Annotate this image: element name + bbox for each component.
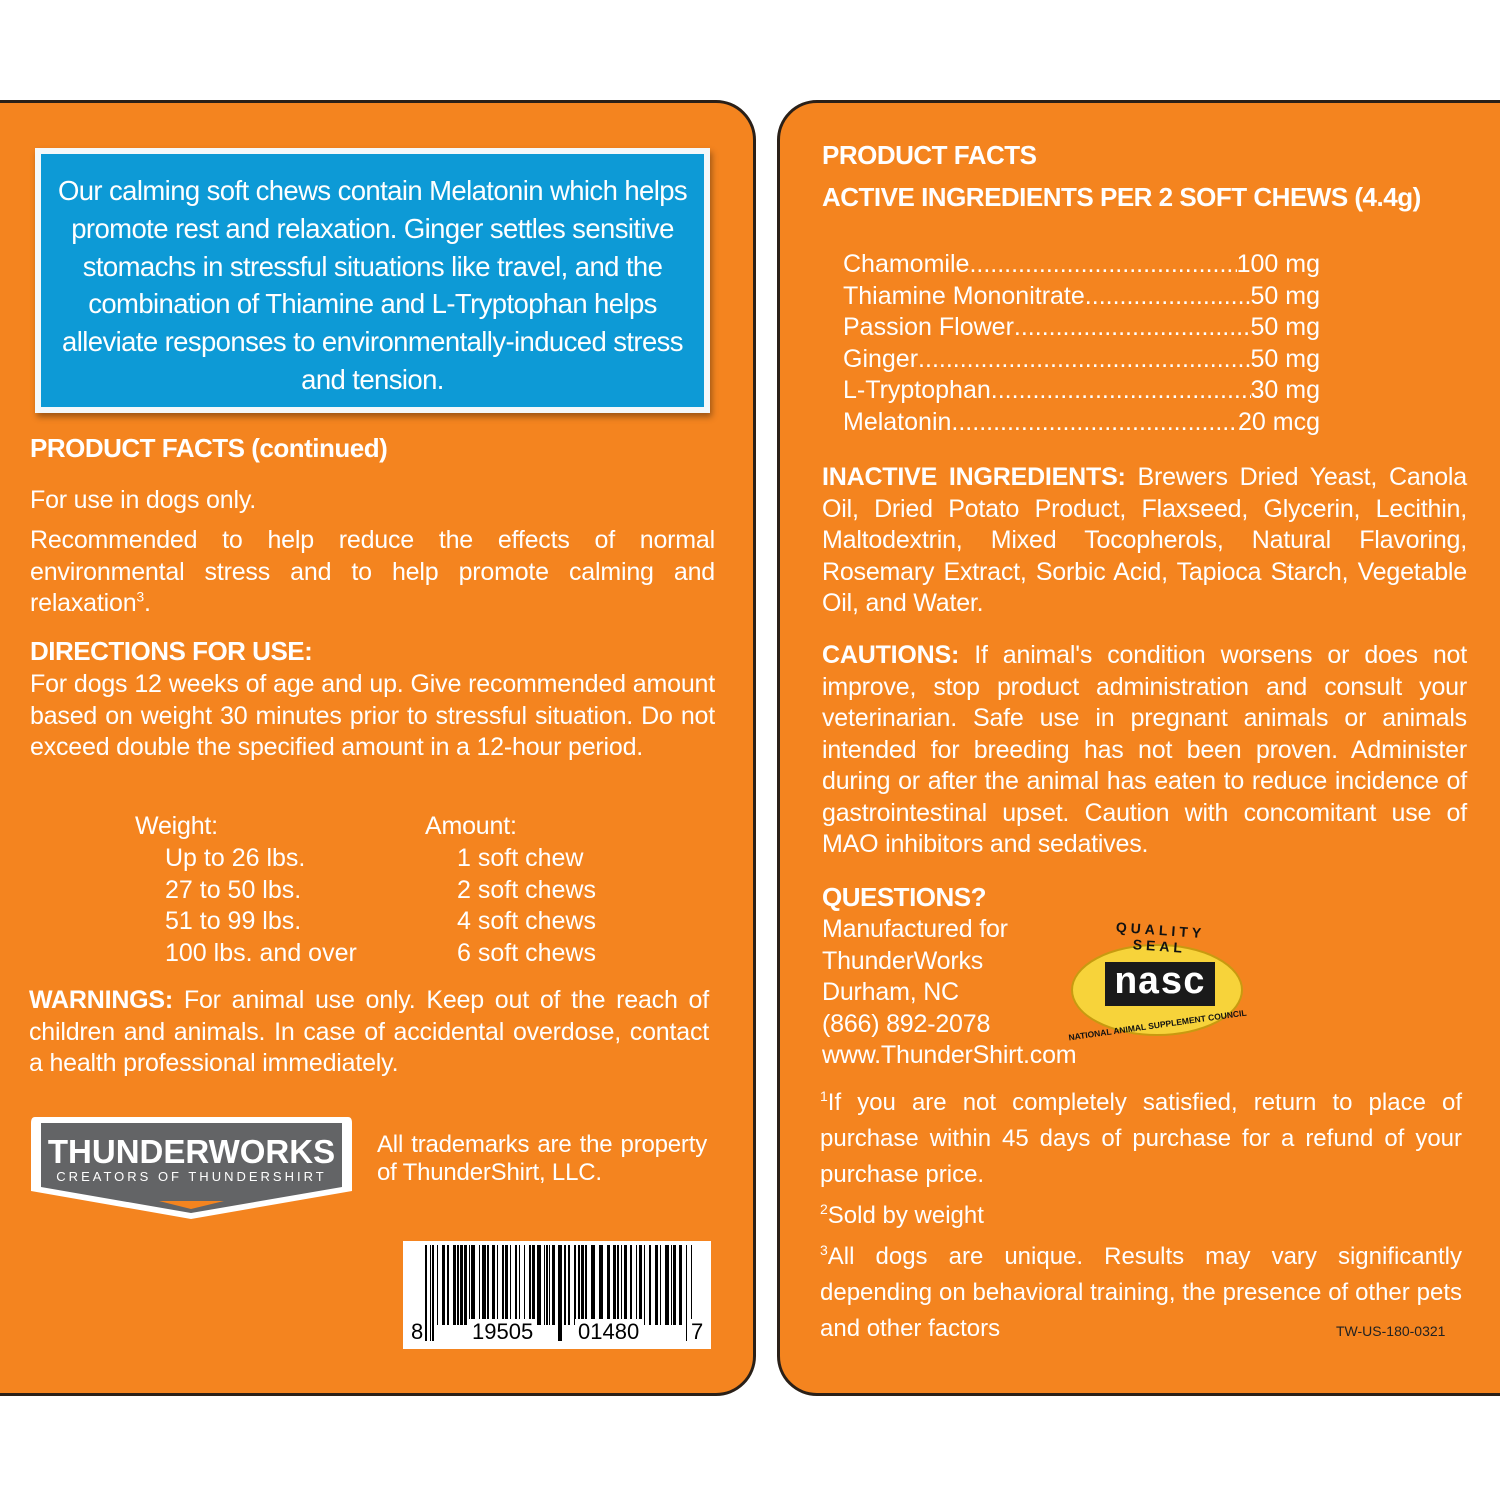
barcode-bar: [564, 1245, 566, 1325]
barcode-bar: [479, 1245, 480, 1325]
website-link[interactable]: www.ThunderShirt.com: [822, 1041, 1077, 1069]
active-ingredients-list: [843, 249, 1320, 438]
barcode-bar: [524, 1245, 525, 1325]
barcode-bar: [613, 1245, 616, 1325]
inactive-body: Brewers Dried Yeast, Canola Oil, Dried Potato Product, Flaxseed, Glycerin, Lecithin, Maltodextrin, Mixed Tocopherols, Natural Flavoring, Rosemary Extract, Sorbic Acid, Tapioca Starch, Vegetable Oil, and Water.: [822, 463, 1467, 617]
inactive-ingredients-text: [822, 462, 1467, 620]
barcode-bar: [460, 1245, 463, 1325]
footnote-ref: 3: [136, 588, 144, 605]
footnote: [820, 1085, 1462, 1193]
barcode-bar: [492, 1245, 495, 1325]
barcode: [403, 1241, 711, 1349]
barcode-bar: [469, 1245, 470, 1325]
dosing-row: [165, 906, 596, 938]
seal-top-text: QUALITY SEAL: [1115, 918, 1206, 956]
ingredient-row: [843, 344, 1320, 376]
contact-line: (866) 892-2078: [822, 1009, 991, 1038]
right-label-panel: [777, 100, 1500, 1396]
barcode-bar: [568, 1245, 570, 1325]
barcode-bar: [471, 1245, 475, 1325]
amount-cell: 2 soft chews: [457, 875, 596, 904]
ingredient-amount: 50 mg: [1250, 281, 1320, 310]
barcode-digit: 7: [691, 1319, 704, 1344]
contact-line: Durham, NC: [822, 978, 959, 1006]
dosing-row: [165, 875, 596, 907]
barcode-bar: [430, 1245, 431, 1341]
warnings-text: [29, 985, 709, 1080]
barcode-digit: 8: [411, 1319, 424, 1344]
barcode-bar: [537, 1245, 541, 1325]
barcode-digits: 19505: [469, 1319, 536, 1345]
barcode-bar: [487, 1245, 489, 1325]
barcode-bar: [621, 1245, 622, 1325]
cautions-label: CAUTIONS:: [822, 641, 960, 669]
barcode-bar: [636, 1245, 637, 1325]
barcode-bar: [464, 1245, 467, 1325]
warnings-label: WARNINGS:: [29, 986, 174, 1014]
barcode-bar: [624, 1245, 627, 1325]
weight-cell: 27 to 50 lbs.: [165, 875, 302, 904]
barcode-digits: 01480: [575, 1319, 642, 1345]
barcode-bar: [453, 1245, 456, 1325]
contact-line: Manufactured for: [822, 915, 1008, 943]
footnotes: [820, 1085, 1462, 1347]
amount-heading: Amount:: [425, 812, 517, 840]
barcode-bar: [544, 1245, 545, 1325]
footnote: [820, 1198, 1462, 1234]
barcode-bar: [549, 1245, 550, 1325]
barcode-bars-icon: [403, 1241, 711, 1349]
footnote-text: Sold by weight: [827, 1202, 984, 1229]
ingredient-amount: 20 mcg: [1238, 407, 1320, 436]
contact-line: ThunderWorks: [822, 946, 984, 975]
weight-cell: Up to 26 lbs.: [165, 844, 306, 872]
barcode-bar: [581, 1245, 584, 1325]
ingredient-amount: 30 mg: [1250, 376, 1320, 404]
seal-bottom-text: NATIONAL ANIMAL SUPPLEMENT COUNCIL: [1067, 1007, 1248, 1043]
ingredient-name: Melatonin: [843, 407, 952, 436]
barcode-bar: [437, 1245, 438, 1325]
cautions-text: [822, 640, 1467, 861]
barcode-bar: [591, 1245, 595, 1325]
directions-heading: DIRECTIONS FOR USE:: [30, 636, 313, 666]
inactive-label: INACTIVE INGREDIENTS:: [822, 463, 1126, 491]
ingredient-row: [843, 249, 1320, 281]
footnote-num: 3: [820, 1242, 828, 1258]
barcode-bar: [558, 1245, 562, 1341]
barcode-bar: [655, 1245, 658, 1325]
ingredient-row: [843, 375, 1320, 407]
barcode-bar: [578, 1245, 580, 1325]
logo-subtitle: CREATORS OF THUNDERSHIRT: [56, 1169, 327, 1184]
barcode-bar: [671, 1245, 672, 1325]
weight-heading: Weight:: [135, 812, 218, 840]
directions-text: For dogs 12 weeks of age and up. Give recommended amount based on weight 30 minutes prior to stressful situation. Do not exceed double the specified amount in a 12-hour period.: [30, 670, 715, 761]
barcode-bar: [505, 1245, 508, 1325]
barcode-bar: [552, 1245, 555, 1325]
logo-title: THUNDERWORKS: [47, 1133, 336, 1170]
ingredient-amount: 100 mg: [1236, 250, 1320, 278]
warnings-body: For animal use only. Keep out of the reach of children and animals. In case of accidental overdose, contact a health professional immediately.: [29, 986, 709, 1077]
barcode-bar: [679, 1245, 682, 1325]
ingredient-name: L-Tryptophan: [843, 376, 991, 404]
barcode-bar: [673, 1245, 676, 1325]
barcode-bar: [532, 1245, 535, 1325]
ingredient-name: Passion Flower: [843, 313, 1014, 341]
barcode-bar: [515, 1245, 517, 1325]
intro-box: Our calming soft chews contain Melatonin which helps promote rest and relaxation. Ginger settles sensitive stomachs in stressful situations like travel, and the combination of Thiamine and L-Tryptophan helps alleviate responses to environmentally-induced stress and tension.: [35, 148, 710, 413]
ingredient-row: [843, 407, 1320, 439]
footnote-num: 2: [820, 1201, 828, 1217]
barcode-bar: [529, 1245, 531, 1325]
dosing-table: [165, 843, 596, 969]
footnote-num: 1: [820, 1088, 828, 1104]
barcode-bar: [497, 1245, 498, 1325]
barcode-bar: [644, 1245, 645, 1325]
ingredient-name: Chamomile: [843, 250, 970, 278]
ingredient-amount: 50 mg: [1250, 344, 1320, 373]
seal-mark: nasc: [1105, 962, 1215, 1006]
ingredient-amount: 50 mg: [1250, 313, 1320, 341]
ingredient-name: Thiamine Mononitrate: [843, 281, 1085, 310]
dosing-row: [165, 938, 596, 970]
contact-block: [822, 914, 1076, 1072]
footnote-text: If you are not completely satisfied, return to place of purchase within 45 days of purchase for a refund of your purchase price.: [820, 1089, 1462, 1188]
barcode-bar: [665, 1245, 669, 1325]
thunderworks-logo: [29, 1113, 354, 1221]
use-only-text: For use in dogs only.: [30, 486, 257, 514]
footnote-text: All dogs are unique. Results may vary significantly depending on behavioral training, the presence of other pets and other factors: [820, 1243, 1462, 1342]
barcode-bar: [546, 1245, 548, 1325]
barcode-bar: [432, 1245, 434, 1341]
recommended-body: Recommended to help reduce the effects of normal environmental stress and to help promote calming and relaxation: [30, 526, 715, 617]
barcode-bar: [660, 1245, 661, 1325]
barcode-bar: [502, 1245, 504, 1325]
trademark-text: All trademarks are the property of ThunderShirt, LLC.: [377, 1131, 707, 1186]
active-ingredients-heading: ACTIVE INGREDIENTS PER 2 SOFT CHEWS (4.4g): [822, 182, 1421, 212]
barcode-bar: [686, 1245, 687, 1341]
barcode-bar: [510, 1245, 511, 1325]
barcode-bar: [482, 1245, 486, 1325]
barcode-bar: [585, 1245, 587, 1325]
amount-cell: 6 soft chews: [457, 938, 596, 967]
amount-cell: 1 soft chew: [457, 844, 584, 872]
weight-cell: 100 lbs. and over: [165, 938, 357, 967]
recommended-text: Recommended to help reduce the effects of normal environmental stress and to help promote calming and relaxation$^3$.: [30, 526, 715, 617]
barcode-bar: [649, 1245, 651, 1325]
ingredient-row: [843, 281, 1320, 313]
ingredient-row: [843, 312, 1320, 344]
product-facts-heading: PRODUCT FACTS: [822, 140, 1037, 170]
barcode-bar: [599, 1245, 603, 1325]
barcode-bar: [617, 1245, 619, 1325]
barcode-bar: [457, 1245, 459, 1325]
dosing-row: [165, 843, 596, 875]
barcode-bar: [425, 1245, 427, 1341]
barcode-bar: [519, 1245, 520, 1325]
questions-heading: QUESTIONS?: [822, 882, 987, 912]
barcode-bar: [639, 1245, 642, 1325]
ingredient-name: Ginger: [843, 344, 919, 373]
barcode-bar: [447, 1245, 449, 1325]
left-label-panel: [0, 100, 756, 1396]
weight-cell: 51 to 99 lbs.: [165, 907, 302, 935]
barcode-bar: [607, 1245, 610, 1325]
barcode-bar: [574, 1245, 576, 1325]
product-code: TW-US-180-0321: [1336, 1323, 1446, 1339]
facts-continued-heading: PRODUCT FACTS (continued): [30, 433, 388, 463]
barcode-bar: [442, 1245, 445, 1325]
cautions-body: If animal's condition worsens or does not improve, stop product administration and consult your veterinarian. Safe use in pregnant animals or animals intended for breeding has not been proven. Administer during or after the animal has eaten to reduce incidence of gastrointestinal upset. Caution with concomitant use of MAO inhibitors and sedatives.: [822, 641, 1467, 858]
barcode-bar: [630, 1245, 632, 1325]
nasc-quality-seal: [1065, 918, 1250, 1053]
amount-cell: 4 soft chews: [457, 907, 596, 935]
